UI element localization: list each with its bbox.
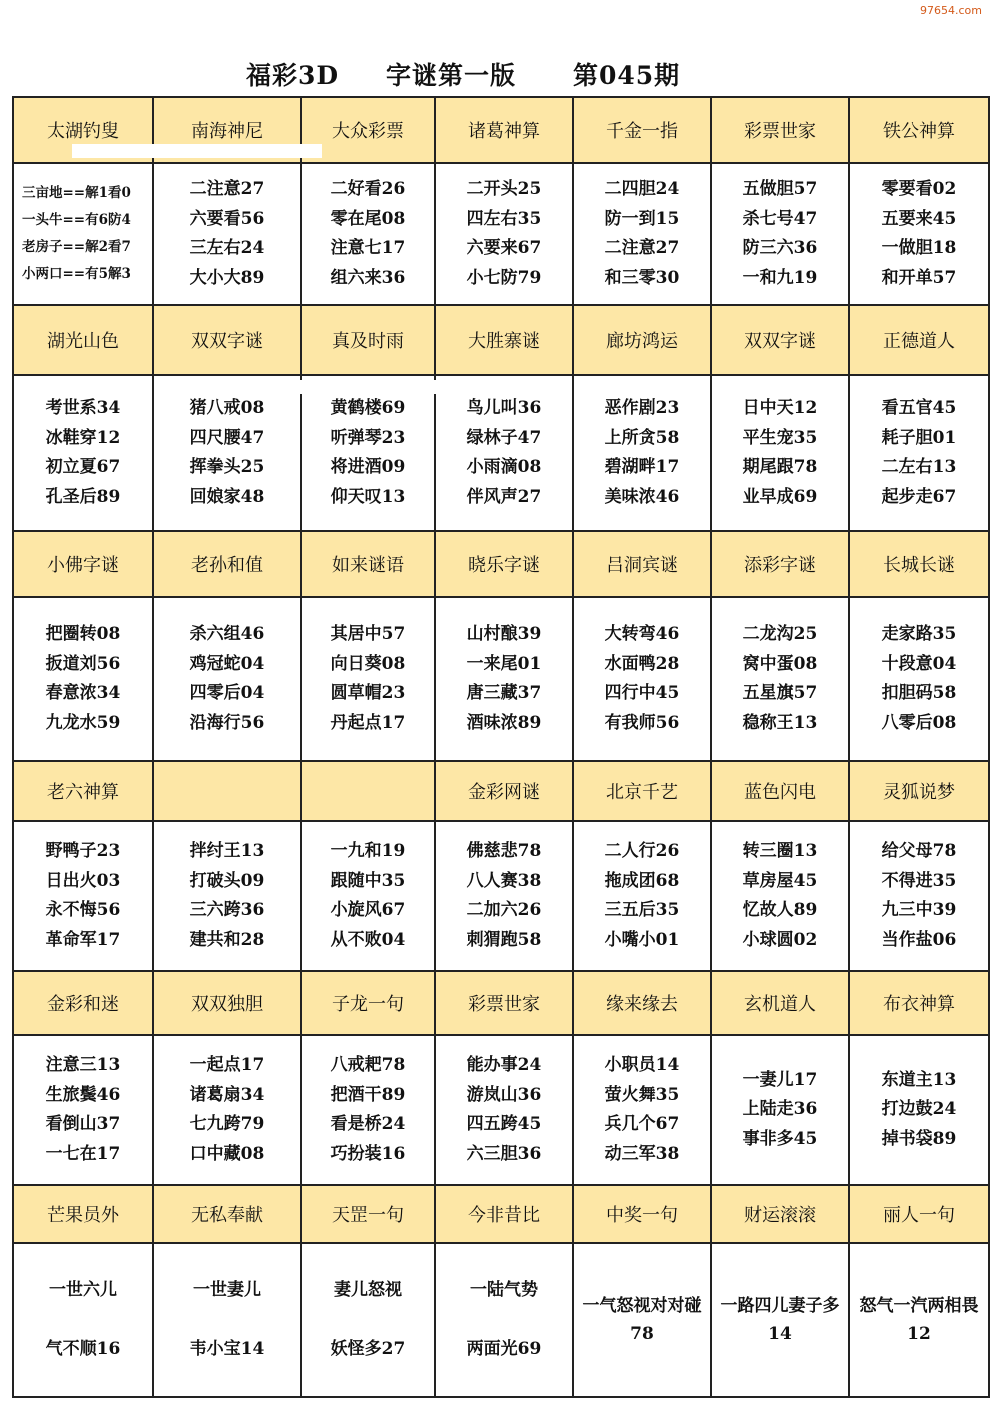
riddle-cell	[849, 163, 989, 305]
riddle-line: 零要看02	[881, 179, 957, 199]
riddle-line: 四左右35	[466, 208, 542, 229]
riddle-cell	[301, 1035, 435, 1185]
riddle-cell	[573, 163, 711, 305]
riddle-line: 四行中45	[604, 683, 680, 703]
riddle-line: 六三胆36	[466, 1143, 542, 1164]
riddle-cell	[13, 597, 153, 761]
scan-smudge	[270, 380, 440, 394]
riddle-line: 防三六36	[742, 238, 818, 258]
riddle-cell	[301, 163, 435, 305]
watermark: 97654.com	[920, 4, 982, 17]
riddle-cell	[301, 597, 435, 761]
riddle-cell	[301, 375, 435, 531]
riddle-cell	[711, 163, 849, 305]
riddle-line: 革命军17	[45, 929, 121, 950]
riddle-row	[13, 375, 989, 531]
riddle-line: 注意三13	[45, 1055, 121, 1075]
column-header: 今非昔比	[435, 1185, 573, 1243]
riddle-line: 八零后08	[881, 712, 957, 733]
riddle-line: 打边鼓24	[881, 1099, 957, 1120]
column-header: 芒果员外	[13, 1185, 153, 1243]
riddle-line: 二左右13	[881, 457, 957, 477]
riddle-cell	[13, 1035, 153, 1185]
header-row	[13, 971, 989, 1035]
riddle-cell	[13, 375, 153, 531]
riddle-line: 动三军38	[604, 1143, 680, 1164]
riddle-line: 永不悔56	[45, 900, 121, 920]
riddle-row	[13, 1243, 989, 1397]
riddle-line: 一做胆18	[881, 238, 957, 258]
riddle-line: 二加六26	[466, 900, 542, 920]
column-header: 千金一指	[573, 97, 711, 163]
riddle-cell	[435, 1243, 573, 1397]
column-header: 丽人一句	[849, 1185, 989, 1243]
column-header: 真及时雨	[301, 305, 435, 375]
riddle-line: 和三零30	[604, 267, 680, 288]
riddle-line: 杀六组46	[189, 624, 265, 644]
riddle-line: 丹起点17	[330, 712, 406, 733]
riddle-line: 其居中57	[330, 624, 406, 644]
header-row	[13, 305, 989, 375]
riddle-line: 建共和28	[189, 929, 265, 950]
header-row	[13, 1185, 989, 1243]
riddle-cell	[153, 1035, 301, 1185]
riddle-line: 一世妻儿	[193, 1279, 261, 1300]
column-header: 铁公神算	[849, 97, 989, 163]
riddle-cell	[711, 1035, 849, 1185]
riddle-row	[13, 1035, 989, 1185]
riddle-row	[13, 597, 989, 761]
riddle-line: 日出火03	[45, 870, 121, 891]
riddle-line: 黄鹤楼69	[330, 398, 406, 418]
riddle-line: 生旅鬓46	[45, 1084, 121, 1105]
riddle-line: 跟随中35	[330, 870, 406, 891]
riddle-line: 老房子==解2看7	[22, 239, 131, 255]
riddle-line: 一来尾01	[466, 653, 542, 674]
riddle-line: 看五官45	[881, 398, 957, 418]
riddle-line: 一世六儿	[49, 1279, 117, 1300]
column-header: 彩票世家	[435, 971, 573, 1035]
riddle-line: 三五后35	[604, 900, 680, 920]
column-header: 长城长谜	[849, 531, 989, 597]
riddle-cell	[153, 597, 301, 761]
riddle-line: 给父母78	[881, 841, 957, 861]
riddle-line: 九龙水59	[45, 712, 121, 733]
riddle-line: 山村酿39	[466, 624, 542, 644]
riddle-line: 兵几个67	[604, 1114, 680, 1134]
riddle-line: 气不顺16	[45, 1339, 121, 1359]
riddle-line: 二注意27	[189, 179, 265, 199]
riddle-line: 三左右24	[189, 238, 265, 258]
riddle-line: 口中藏08	[189, 1143, 265, 1164]
riddle-cell	[573, 375, 711, 531]
riddle-line: 扳道刘56	[45, 653, 121, 674]
riddle-line: 二人行26	[604, 841, 680, 861]
column-header: 双双字谜	[711, 305, 849, 375]
riddle-line: 小七防79	[466, 267, 542, 288]
riddle-cell	[13, 163, 153, 305]
column-header: 布衣神算	[849, 971, 989, 1035]
riddle-line: 水面鸭28	[604, 653, 680, 674]
riddle-line: 一九和19	[330, 841, 406, 861]
issue-number: 第045期	[573, 61, 681, 90]
riddle-line: 考世系34	[45, 398, 121, 418]
riddle-line: 二开头25	[466, 179, 542, 199]
riddle-cell	[849, 821, 989, 971]
column-header: 灵狐说梦	[849, 761, 989, 821]
riddle-line: 走家路35	[881, 624, 957, 644]
riddle-cell	[435, 821, 573, 971]
riddle-line: 回娘家48	[189, 486, 265, 507]
column-header: 廊坊鸿运	[573, 305, 711, 375]
riddle-cell	[711, 597, 849, 761]
riddle-line: 一起点17	[189, 1055, 265, 1075]
riddle-line: 向日葵08	[330, 653, 406, 674]
lottery-name: 福彩3D	[246, 61, 340, 90]
column-header: 中奖一句	[573, 1185, 711, 1243]
column-header: 太湖钓叟	[13, 97, 153, 163]
riddle-line: 六要看56	[189, 208, 265, 229]
riddle-line: 草房屋45	[742, 870, 818, 891]
riddle-line: 日中天12	[742, 398, 818, 418]
riddle-line: 五星旗57	[742, 683, 818, 703]
riddle-line: 不得进35	[881, 870, 957, 891]
riddle-cell	[435, 1035, 573, 1185]
riddle-line: 猪八戒08	[189, 398, 265, 418]
riddle-line: 妻儿怒视	[334, 1279, 402, 1300]
riddle-line: 鸡冠蛇04	[189, 653, 265, 674]
riddle-cell	[13, 821, 153, 971]
riddle-line: 六要来67	[466, 238, 542, 258]
riddle-line: 大转弯46	[604, 624, 680, 644]
edition-name: 字谜第一版	[386, 61, 517, 90]
riddle-cell	[153, 821, 301, 971]
riddle-cell	[13, 1243, 153, 1397]
riddle-cell	[435, 163, 573, 305]
riddle-line: 伴风声27	[466, 486, 542, 507]
riddle-cell	[435, 597, 573, 761]
riddle-cell	[153, 375, 301, 531]
column-header: 老六神算	[13, 761, 153, 821]
riddle-line: 事非多45	[742, 1128, 818, 1149]
column-header: 如来谜语	[301, 531, 435, 597]
riddle-line: 扣胆码58	[881, 683, 957, 703]
riddle-line: 打破头09	[189, 870, 265, 891]
riddle-line: 圆草帽23	[330, 683, 406, 703]
riddle-line: 小旋风67	[330, 900, 406, 920]
column-header: 老孙和值	[153, 531, 301, 597]
riddle-line: 杀七号47	[742, 208, 818, 229]
header-row	[13, 761, 989, 821]
riddle-line: 挥拳头25	[189, 457, 265, 477]
riddle-line: 八戒耙78	[330, 1055, 406, 1075]
riddle-line: 转三圈13	[742, 841, 818, 861]
column-header: 诸葛神算	[435, 97, 573, 163]
column-header: 南海神尼	[153, 97, 301, 163]
riddle-line: 游岚山36	[466, 1084, 542, 1105]
column-header: 子龙一句	[301, 971, 435, 1035]
column-header: 天罡一句	[301, 1185, 435, 1243]
column-header	[153, 761, 301, 821]
column-header: 双双独胆	[153, 971, 301, 1035]
riddle-line: 初立夏67	[45, 457, 121, 477]
riddle-line: 二龙沟25	[742, 624, 818, 644]
riddle-line: 沿海行56	[189, 712, 265, 733]
column-header: 财运滚滚	[711, 1185, 849, 1243]
riddle-line: 七九跨79	[189, 1114, 265, 1134]
riddle-line: 小两口==有5解3	[22, 266, 131, 282]
column-header: 缘来缘去	[573, 971, 711, 1035]
riddle-line: 把圈转08	[45, 624, 121, 644]
column-header: 无私奉献	[153, 1185, 301, 1243]
riddle-line: 刺猬跑58	[466, 929, 542, 950]
riddle-cell	[711, 821, 849, 971]
scan-smudge	[72, 144, 322, 158]
riddle-cell	[153, 1243, 301, 1397]
page-title	[0, 56, 992, 96]
riddle-line: 春意浓34	[45, 683, 121, 703]
riddle-line: 碧湖畔17	[604, 457, 680, 477]
riddle-line: 冰鞋穿12	[45, 427, 121, 448]
riddle-line: 鸟儿叫36	[466, 398, 542, 418]
riddle-cell	[849, 375, 989, 531]
riddle-line: 拖成团68	[604, 870, 680, 891]
riddle-line: 一头牛==有6防4	[22, 212, 131, 228]
riddle-line: 东道主13	[881, 1069, 957, 1090]
column-header: 正德道人	[849, 305, 989, 375]
riddle-line: 韦小宝14	[189, 1339, 265, 1359]
riddle-line: 看是桥24	[330, 1114, 406, 1134]
riddle-line: 忆故人89	[742, 900, 818, 920]
riddle-line: 当作盐06	[881, 929, 957, 950]
riddle-line: 上陆走36	[742, 1099, 818, 1120]
column-header: 蓝色闪电	[711, 761, 849, 821]
riddle-line: 掉书袋89	[881, 1128, 957, 1149]
riddle-line: 上所贪58	[604, 427, 680, 448]
riddle-cell	[573, 1243, 711, 1397]
riddle-line: 四尺腰47	[189, 427, 265, 448]
riddle-line: 一和九19	[742, 267, 818, 288]
riddle-cell	[301, 1243, 435, 1397]
column-header: 金彩网谜	[435, 761, 573, 821]
riddle-line: 平生宠35	[742, 427, 818, 448]
riddle-line: 一气怒视对对碰78	[582, 1296, 702, 1344]
riddle-line: 四五跨45	[466, 1114, 542, 1134]
riddle-line: 看倒山37	[45, 1114, 121, 1134]
riddle-cell	[573, 597, 711, 761]
header-row	[13, 531, 989, 597]
riddle-line: 萤火舞35	[604, 1084, 680, 1105]
column-header: 大胜寨谜	[435, 305, 573, 375]
riddle-line: 起步走67	[881, 486, 957, 507]
riddle-line: 绿林子47	[466, 427, 542, 448]
riddle-line: 能办事24	[466, 1055, 542, 1075]
riddle-table	[12, 96, 990, 1398]
riddle-line: 稳称王13	[742, 712, 818, 733]
riddle-line: 二四胆24	[604, 179, 680, 199]
riddle-cell	[153, 163, 301, 305]
column-header: 晓乐字谜	[435, 531, 573, 597]
riddle-line: 怒气一汽两相畏12	[859, 1296, 979, 1344]
riddle-line: 美味浓46	[604, 486, 680, 507]
riddle-line: 五要来45	[881, 208, 957, 229]
riddle-line: 小雨滴08	[466, 457, 542, 477]
riddle-line: 四零后04	[189, 683, 265, 703]
riddle-cell	[849, 597, 989, 761]
riddle-line: 将进酒09	[330, 457, 406, 477]
riddle-line: 零在尾08	[330, 208, 406, 229]
riddle-line: 拌纣王13	[189, 841, 265, 861]
riddle-line: 防一到15	[604, 208, 680, 229]
riddle-line: 小球圆02	[742, 929, 818, 950]
riddle-line: 一七在17	[45, 1143, 121, 1164]
riddle-line: 业早成69	[742, 486, 818, 507]
riddle-line: 妖怪多27	[330, 1339, 406, 1359]
riddle-line: 窝中蛋08	[742, 653, 818, 674]
column-header: 小佛字谜	[13, 531, 153, 597]
riddle-line: 仰天叹13	[330, 486, 406, 507]
riddle-line: 佛慈悲78	[466, 841, 542, 861]
riddle-cell	[435, 375, 573, 531]
riddle-line: 八人赛38	[466, 870, 542, 891]
riddle-line: 期尾跟78	[742, 457, 818, 477]
column-header: 双双字谜	[153, 305, 301, 375]
riddle-line: 唐三藏37	[466, 683, 542, 703]
riddle-row	[13, 821, 989, 971]
riddle-line: 酒味浓89	[466, 712, 542, 733]
riddle-line: 恶作剧23	[604, 398, 680, 418]
riddle-line: 野鸭子23	[45, 841, 121, 861]
column-header: 玄机道人	[711, 971, 849, 1035]
column-header: 添彩字谜	[711, 531, 849, 597]
riddle-line: 小职员14	[604, 1055, 680, 1075]
riddle-line: 小嘴小01	[604, 929, 680, 950]
column-header	[301, 761, 435, 821]
riddle-cell	[849, 1243, 989, 1397]
riddle-line: 组六来36	[330, 267, 406, 288]
riddle-line: 一路四儿妻子多14	[720, 1296, 840, 1344]
riddle-line: 三六跨36	[189, 900, 265, 920]
column-header: 金彩和迷	[13, 971, 153, 1035]
riddle-line: 五做胆57	[742, 179, 818, 199]
riddle-line: 把酒干89	[330, 1084, 406, 1105]
riddle-line: 一妻儿17	[742, 1069, 818, 1090]
riddle-cell	[711, 375, 849, 531]
riddle-cell	[711, 1243, 849, 1397]
riddle-line: 大小大89	[189, 267, 265, 288]
riddle-line: 注意七17	[330, 238, 406, 258]
column-header: 彩票世家	[711, 97, 849, 163]
riddle-line: 和开单57	[881, 267, 957, 288]
riddle-line: 巧扮装16	[330, 1143, 406, 1164]
riddle-cell	[849, 1035, 989, 1185]
column-header: 大众彩票	[301, 97, 435, 163]
riddle-line: 耗子胆01	[881, 427, 957, 448]
riddle-line: 从不败04	[330, 929, 406, 950]
riddle-cell	[301, 821, 435, 971]
riddle-line: 听弹琴23	[330, 427, 406, 448]
riddle-line: 诸葛扇34	[189, 1084, 265, 1105]
column-header: 吕洞宾谜	[573, 531, 711, 597]
riddle-line: 二注意27	[604, 238, 680, 258]
riddle-cell	[573, 1035, 711, 1185]
riddle-line: 二好看26	[330, 179, 406, 199]
riddle-line: 一陆气势	[470, 1279, 538, 1300]
riddle-line: 孔圣后89	[45, 486, 121, 507]
riddle-line: 有我师56	[604, 712, 680, 733]
riddle-line: 十段意04	[881, 653, 957, 674]
riddle-row	[13, 163, 989, 305]
riddle-line: 九三中39	[881, 900, 957, 920]
column-header: 北京千艺	[573, 761, 711, 821]
column-header: 湖光山色	[13, 305, 153, 375]
riddle-cell	[573, 821, 711, 971]
riddle-line: 三亩地==解1看0	[22, 185, 131, 201]
riddle-line: 两面光69	[466, 1339, 542, 1359]
